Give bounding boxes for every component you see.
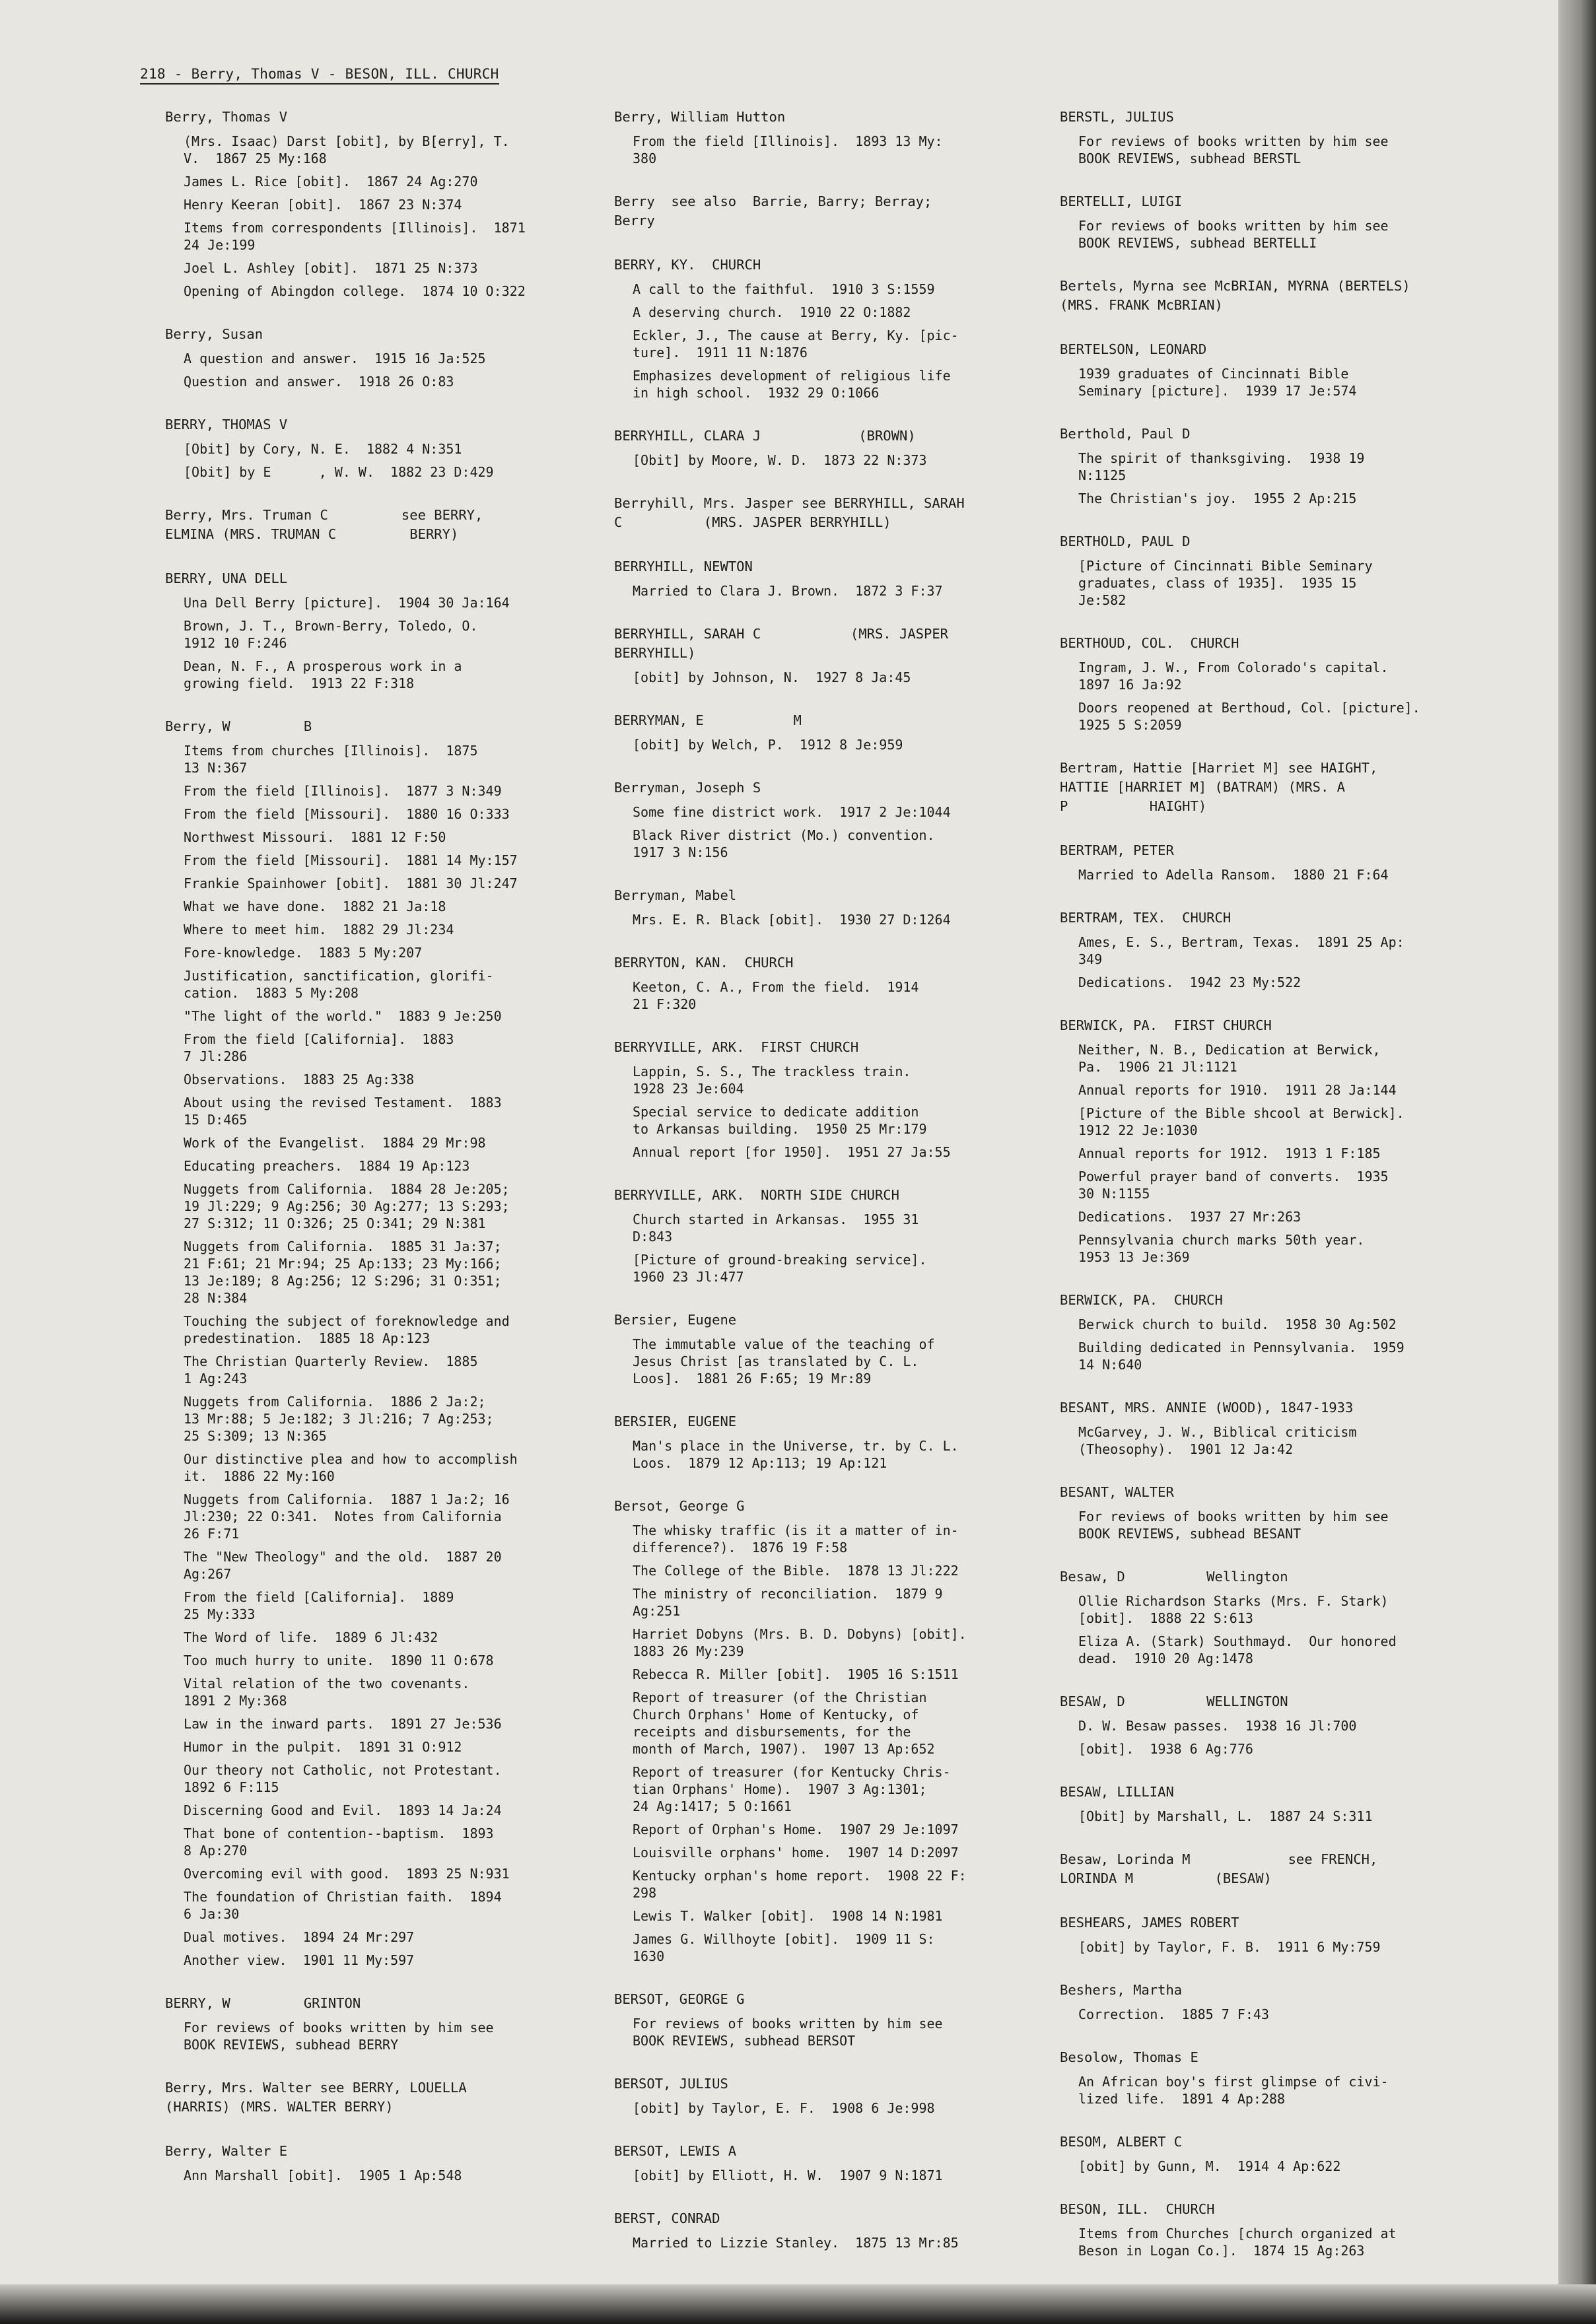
entry-citation: From the field [California]. 1883 7 Jl:286 (184, 1031, 454, 1064)
entry-citation: Overcoming evil with good. 1893 25 N:931 (184, 1866, 510, 1882)
entry-heading: BERRY, W GRINTON (165, 1995, 361, 2011)
entry-citation: For reviews of books written by him see BOOK REVIEWS, subhead BERTELLI (1078, 218, 1389, 251)
index-entry (614, 1038, 1030, 1161)
entry-citation: For reviews of books written by him see BOOK REVIEWS, subhead BERSOT (633, 2016, 943, 2049)
index-entry (614, 953, 1030, 1013)
index-entry (1060, 1981, 1476, 2023)
entry-heading: BERRYHILL, CLARA J (BROWN) (614, 428, 916, 444)
entry-citation: Married to Adella Ransom. 1880 21 F:64 (1078, 867, 1389, 883)
entry-citation: Dedications. 1937 27 Mr:263 (1078, 1209, 1301, 1225)
entry-heading: BERTHOUD, COL. CHURCH (1060, 635, 1239, 651)
entry-citation: Work of the Evangelist. 1884 29 Mr:98 (184, 1135, 486, 1151)
entry-citation: The spirit of thanksgiving. 1938 19 N:1125 (1078, 450, 1365, 483)
index-entry (614, 1990, 1030, 2049)
entry-heading: Berryman, Joseph S (614, 780, 761, 796)
entry-citation: Annual reports for 1912. 1913 1 F:185 (1078, 1145, 1381, 1161)
entry-heading: BESAW, LILLIAN (1060, 1784, 1174, 1800)
index-entry (165, 2142, 581, 2184)
entry-citation: Building dedicated in Pennsylvania. 1959 14 N:640 (1078, 1340, 1405, 1373)
entry-heading: BERTELSON, LEONARD (1060, 341, 1207, 357)
entry-citation: Louisville orphans' home. 1907 14 D:2097 (633, 1845, 959, 1861)
entry-citation: Church started in Arkansas. 1955 31 D:843 (633, 1212, 919, 1245)
index-entry (165, 2078, 581, 2117)
entry-citation: Nuggets from California. 1886 2 Ja:2; 13 Mr:88; 5 Je:182; 3 Jl:216; 7 Ag:253; 25 S:309; 13 N:365 (184, 1394, 494, 1444)
entry-citation: Report of treasurer (of the Christian Church Orphans' Home of Kentucky, of receipts and disbursements, for the month of March, 1907). 1907 13 Ap:652 (633, 1690, 935, 1757)
entry-heading: BERRYHILL, NEWTON (614, 559, 753, 574)
entry-citation: The Word of life. 1889 6 Jl:432 (184, 1629, 438, 1645)
entry-citation: James L. Rice [obit]. 1867 24 Ag:270 (184, 174, 478, 189)
entry-citation: [obit] by Johnson, N. 1927 8 Ja:45 (633, 669, 911, 685)
entry-heading: BERRYVILLE, ARK. FIRST CHURCH (614, 1039, 859, 1055)
entry-citation: James G. Willhoyte [obit]. 1909 11 S: 1630 (633, 1931, 935, 1964)
entry-citation: The whisky traffic (is it a matter of in- difference?). 1876 19 F:58 (633, 1522, 959, 1555)
index-entry (165, 415, 581, 481)
entry-citation: Question and answer. 1918 26 O:83 (184, 374, 454, 390)
entry-citation: For reviews of books written by him see BOOK REVIEWS, subhead BERRY (184, 2020, 494, 2053)
entry-citation: Some fine district work. 1917 2 Je:1044 (633, 804, 951, 820)
index-entry (165, 717, 581, 1969)
entry-citation: Powerful prayer band of converts. 1935 30 N:1155 (1078, 1169, 1389, 1202)
entry-heading: BERRYHILL, SARAH C (MRS. JASPER BERRYHILL) (614, 626, 949, 661)
index-entry (165, 506, 581, 544)
entry-citation: "The light of the world." 1883 9 Je:250 (184, 1008, 502, 1024)
index-entry (1060, 2200, 1476, 2259)
entry-citation: Married to Lizzie Stanley. 1875 13 Mr:85 (633, 2235, 959, 2251)
entry-heading: BERTRAM, PETER (1060, 842, 1174, 858)
entry-citation: Ollie Richardson Starks (Mrs. F. Stark) [obit]. 1888 22 S:613 (1078, 1593, 1389, 1626)
entry-citation: Observations. 1883 25 Ag:338 (184, 1072, 415, 1087)
entry-citation: Lewis T. Walker [obit]. 1908 14 N:1981 (633, 1908, 943, 1924)
entry-heading: BESAW, D WELLINGTON (1060, 1693, 1288, 1709)
index-column-2 (614, 108, 1030, 2276)
entry-citation: [Obit] by Cory, N. E. 1882 4 N:351 (184, 441, 462, 457)
entry-citation: Lappin, S. S., The trackless train. 1928 23 Je:604 (633, 1064, 911, 1097)
entry-citation: Doors reopened at Berthoud, Col. [picture]. 1925 5 S:2059 (1078, 700, 1420, 733)
entry-citation: Nuggets from California. 1887 1 Ja:2; 16 Jl:230; 22 O:341. Notes from California 26 F:71 (184, 1491, 510, 1542)
entry-heading: Berry see also Barrie, Barry; Berray; Berry (614, 193, 932, 228)
entry-citation: Black River district (Mo.) convention. 1917 3 N:156 (633, 827, 935, 860)
entry-heading: BERSTL, JULIUS (1060, 109, 1174, 125)
entry-citation: Humor in the pulpit. 1891 31 O:912 (184, 1739, 462, 1755)
entry-citation: Henry Keeran [obit]. 1867 23 N:374 (184, 197, 462, 213)
entry-heading: Besaw, Lorinda M see FRENCH, LORINDA M (BESAW) (1060, 1851, 1378, 1886)
entry-heading: Besaw, D Wellington (1060, 1569, 1288, 1585)
entry-citation: Brown, J. T., Brown-Berry, Toledo, O. 1912 10 F:246 (184, 618, 478, 651)
entry-heading: Bertram, Hattie [Harriet M] see HAIGHT, HATTIE [HARRIET M] (BATRAM) (MRS. A P HAIGHT) (1060, 760, 1378, 814)
entry-citation: Touching the subject of foreknowledge and predestination. 1885 18 Ap:123 (184, 1313, 510, 1346)
entry-citation: From the field [Illinois]. 1893 13 My: 380 (633, 133, 943, 166)
entry-heading: Besolow, Thomas E (1060, 2049, 1198, 2065)
index-entry (165, 1994, 581, 2053)
entry-heading: BERRY, KY. CHURCH (614, 257, 761, 273)
entry-citation: [Picture of ground-breaking service]. 1960 23 Jl:477 (633, 1252, 927, 1285)
entry-citation: The Christian's joy. 1955 2 Ap:215 (1078, 491, 1357, 506)
entry-citation: That bone of contention--baptism. 1893 8 Ap:270 (184, 1826, 494, 1859)
entry-citation: Where to meet him. 1882 29 Jl:234 (184, 922, 454, 938)
index-entry (1060, 2133, 1476, 2175)
entry-citation: From the field [Illinois]. 1877 3 N:349 (184, 783, 502, 799)
entry-citation: McGarvey, J. W., Biblical criticism (Theosophy). 1901 12 Ja:42 (1078, 1424, 1357, 1457)
index-entry (614, 778, 1030, 861)
entry-citation: Harriet Dobyns (Mrs. B. D. Dobyns) [obit]. 1883 26 My:239 (633, 1626, 967, 1659)
entry-citation: Ames, E. S., Bertram, Texas. 1891 25 Ap: 349 (1078, 934, 1405, 967)
entry-citation: [obit] by Taylor, F. B. 1911 6 My:759 (1078, 1939, 1381, 1955)
entry-heading: BERSOT, GEORGE G (614, 1991, 745, 2007)
entry-citation: Items from correspondents [Illinois]. 1871 24 Je:199 (184, 220, 526, 253)
entry-heading: Berryman, Mabel (614, 887, 737, 903)
index-entry (1060, 908, 1476, 991)
entry-heading: BERRY, THOMAS V (165, 417, 288, 432)
entry-heading: BERWICK, PA. CHURCH (1060, 1292, 1223, 1308)
index-entry (1060, 1913, 1476, 1956)
entry-citation: (Mrs. Isaac) Darst [obit], by B[erry], T. V. 1867 25 My:168 (184, 133, 510, 166)
entry-heading: BERTHOLD, PAUL D (1060, 533, 1191, 549)
entry-citation: The foundation of Christian faith. 1894 6 Ja:30 (184, 1889, 502, 1922)
entry-citation: The ministry of reconciliation. 1879 9 Ag:251 (633, 1586, 943, 1619)
entry-citation: Too much hurry to unite. 1890 11 O:678 (184, 1653, 494, 1668)
page-bottom-edge (0, 2284, 1596, 2324)
entry-citation: From the field [Missouri]. 1881 14 My:157 (184, 852, 518, 868)
entry-citation: Annual reports for 1910. 1911 28 Ja:144 (1078, 1082, 1397, 1098)
entry-citation: Married to Clara J. Brown. 1872 3 F:37 (633, 583, 943, 599)
index-entry (1060, 2048, 1476, 2107)
entry-citation: [Obit] by Marshall, L. 1887 24 S:311 (1078, 1808, 1373, 1824)
entry-citation: [obit] by Elliott, H. W. 1907 9 N:1871 (633, 2168, 943, 2183)
entry-heading: BERRY, UNA DELL (165, 570, 288, 586)
entry-heading: BESANT, WALTER (1060, 1484, 1174, 1500)
entry-citation: The College of the Bible. 1878 13 Jl:222 (633, 1563, 959, 1579)
entry-citation: Special service to dedicate addition to Arkansas building. 1950 25 Mr:179 (633, 1104, 927, 1137)
index-entry (614, 1311, 1030, 1387)
entry-citation: Man's place in the Universe, tr. by C. L. Loos. 1879 12 Ap:113; 19 Ap:121 (633, 1438, 959, 1471)
index-entry (614, 557, 1030, 599)
entry-heading: Beshers, Martha (1060, 1982, 1183, 1998)
index-entry (1060, 425, 1476, 507)
entry-citation: Mrs. E. R. Black [obit]. 1930 27 D:1264 (633, 912, 951, 928)
index-entry (1060, 192, 1476, 252)
running-head: 218 - Berry, Thomas V - BESON, ILL. CHURCH (140, 66, 499, 85)
entry-citation: An African boy's first glimpse of civi- lized life. 1891 4 Ap:288 (1078, 2074, 1389, 2107)
entry-citation: Neither, N. B., Dedication at Berwick, Pa. 1906 21 Jl:1121 (1078, 1042, 1381, 1075)
entry-citation: What we have done. 1882 21 Ja:18 (184, 899, 446, 914)
index-entry (1060, 340, 1476, 399)
entry-citation: Rebecca R. Miller [obit]. 1905 16 S:1511 (633, 1666, 959, 1682)
index-entry (614, 108, 1030, 167)
entry-heading: Berry, W B (165, 718, 312, 734)
entry-citation: Frankie Spainhower [obit]. 1881 30 Jl:247 (184, 875, 518, 891)
entry-citation: A question and answer. 1915 16 Ja:525 (184, 351, 486, 366)
entry-citation: Another view. 1901 11 My:597 (184, 1952, 415, 1968)
index-entry (1060, 841, 1476, 883)
entry-heading: BERSOT, JULIUS (614, 2076, 728, 2092)
index-entry (614, 2074, 1030, 2117)
entry-citation: [Obit] by E , W. W. 1882 23 D:429 (184, 464, 494, 480)
entry-heading: BESOM, ALBERT C (1060, 2134, 1183, 2150)
entry-citation: Correction. 1885 7 F:43 (1078, 2006, 1269, 2022)
entry-heading: Berry, William Hutton (614, 109, 786, 125)
entry-heading: BERSIER, EUGENE (614, 1414, 737, 1429)
entry-citation: [Picture of Cincinnati Bible Seminary graduates, class of 1935]. 1935 15 Je:582 (1078, 558, 1373, 608)
entry-citation: A deserving church. 1910 22 O:1882 (633, 304, 911, 320)
entry-citation: Dean, N. F., A prosperous work in a growing field. 1913 22 F:318 (184, 658, 462, 691)
entry-heading: BESHEARS, JAMES ROBERT (1060, 1915, 1239, 1931)
entry-citation: Dual motives. 1894 24 Mr:297 (184, 1929, 415, 1945)
index-entry (1060, 1291, 1476, 1373)
entry-heading: BERRYVILLE, ARK. NORTH SIDE CHURCH (614, 1187, 899, 1203)
entry-heading: Berry, Mrs. Truman C see BERRY, ELMINA (MRS. TRUMAN C BERRY) (165, 507, 483, 542)
entry-citation: Dedications. 1942 23 My:522 (1078, 974, 1301, 990)
entry-citation: Our distinctive plea and how to accomplish it. 1886 22 My:160 (184, 1451, 518, 1484)
entry-citation: Nuggets from California. 1884 28 Je:205; 19 Jl:229; 9 Ag:256; 30 Ag:277; 13 S:293; 27 S:312; 11 O:326; 25 O:341; 29 N:381 (184, 1181, 510, 1231)
index-entry (1060, 1692, 1476, 1758)
index-entry (165, 325, 581, 390)
entry-citation: 1939 graduates of Cincinnati Bible Seminary [picture]. 1939 17 Je:574 (1078, 366, 1357, 399)
index-entry (1060, 1850, 1476, 1888)
entry-heading: Bertels, Myrna see McBRIAN, MYRNA (BERTELS) (MRS. FRANK McBRIAN) (1060, 278, 1410, 313)
entry-citation: Report of Orphan's Home. 1907 29 Je:1097 (633, 1822, 959, 1837)
index-entry (165, 108, 581, 300)
entry-heading: Berry, Susan (165, 326, 263, 342)
entry-citation: [Picture of the Bible shcool at Berwick]. 1912 22 Je:1030 (1078, 1105, 1405, 1138)
entry-citation: Kentucky orphan's home report. 1908 22 F: 298 (633, 1868, 967, 1901)
index-column-1 (165, 108, 581, 2209)
entry-heading: Berry, Mrs. Walter see BERRY, LOUELLA (HARRIS) (MRS. WALTER BERRY) (165, 2080, 467, 2115)
entry-citation: Ann Marshall [obit]. 1905 1 Ap:548 (184, 2168, 462, 2183)
index-entry (614, 256, 1030, 401)
entry-citation: A call to the faithful. 1910 3 S:1559 (633, 281, 935, 297)
entry-citation: [obit] by Welch, P. 1912 8 Je:959 (633, 737, 903, 753)
entry-citation: The immutable value of the teaching of Jesus Christ [as translated by C. L. Loos]. 1881 26 F:65; 19 Mr:89 (633, 1336, 935, 1386)
entry-heading: BESON, ILL. CHURCH (1060, 2201, 1215, 2217)
entry-heading: Bersier, Eugene (614, 1312, 737, 1328)
entry-heading: Berryhill, Mrs. Jasper see BERRYHILL, SARAH C (MRS. JASPER BERRYHILL) (614, 495, 965, 530)
index-entry (1060, 634, 1476, 734)
entry-heading: Berthold, Paul D (1060, 426, 1191, 442)
entry-citation: Items from churches [Illinois]. 1875 13 N:367 (184, 743, 478, 776)
entry-citation: Justification, sanctification, glorifi- cation. 1883 5 My:208 (184, 968, 494, 1001)
index-entry (1060, 108, 1476, 167)
index-entry (1060, 1567, 1476, 1667)
index-entry (614, 1186, 1030, 1285)
index-column-3 (1060, 108, 1476, 2284)
index-entry (614, 625, 1030, 686)
index-entry (614, 427, 1030, 469)
entry-citation: Una Dell Berry [picture]. 1904 30 Ja:164 (184, 595, 510, 611)
index-entry (614, 192, 1030, 230)
entry-citation: Eckler, J., The cause at Berry, Ky. [pic- ture]. 1911 11 N:1876 (633, 327, 959, 360)
index-entry (614, 494, 1030, 532)
entry-citation: Opening of Abingdon college. 1874 10 O:322 (184, 283, 526, 299)
entry-citation: [obit] by Taylor, E. F. 1908 6 Je:998 (633, 2100, 935, 2116)
entry-citation: For reviews of books written by him see BOOK REVIEWS, subhead BERSTL (1078, 133, 1389, 166)
index-entry (614, 886, 1030, 928)
entry-citation: Berwick church to build. 1958 30 Ag:502 (1078, 1316, 1397, 1332)
entry-citation: For reviews of books written by him see BOOK REVIEWS, subhead BESANT (1078, 1509, 1389, 1542)
entry-heading: Bersot, George G (614, 1498, 745, 1514)
book-spine-shadow (1558, 0, 1596, 2324)
entry-heading: Berry, Walter E (165, 2143, 288, 2159)
index-entry (614, 1412, 1030, 1472)
entry-citation: Vital relation of the two covenants. 1891 2 My:368 (184, 1676, 470, 1709)
entry-citation: Joel L. Ashley [obit]. 1871 25 N:373 (184, 260, 478, 276)
index-entry (614, 2142, 1030, 2184)
entry-heading: BERWICK, PA. FIRST CHURCH (1060, 1017, 1272, 1033)
entry-citation: Report of treasurer (for Kentucky Chris- tian Orphans' Home). 1907 3 Ag:1301; 24 Ag:1417; 5 O:1661 (633, 1764, 951, 1814)
entry-citation: [obit] by Gunn, M. 1914 4 Ap:622 (1078, 2158, 1341, 2174)
entry-citation: [obit]. 1938 6 Ag:776 (1078, 1741, 1253, 1757)
index-entry (614, 711, 1030, 753)
index-entry (165, 569, 581, 692)
entry-citation: Eliza A. (Stark) Southmayd. Our honored dead. 1910 20 Ag:1478 (1078, 1633, 1397, 1666)
entry-heading: BERTRAM, TEX. CHURCH (1060, 910, 1232, 926)
entry-citation: Law in the inward parts. 1891 27 Je:536 (184, 1716, 502, 1732)
index-entry (1060, 1783, 1476, 1825)
index-entry (614, 2209, 1030, 2251)
entry-citation: From the field [Missouri]. 1880 16 O:333 (184, 806, 510, 822)
entry-citation: The "New Theology" and the old. 1887 20 Ag:267 (184, 1549, 502, 1582)
entry-citation: Ingram, J. W., From Colorado's capital. 1897 16 Ja:92 (1078, 660, 1389, 693)
entry-citation: Nuggets from California. 1885 31 Ja:37; 21 F:61; 21 Mr:94; 25 Ap:133; 23 My:166; 13 Je:189; 8 Ag:256; 12 S:296; 31 O:351; 28 N:384 (184, 1239, 502, 1306)
entry-citation: From the field [California]. 1889 25 My:333 (184, 1589, 454, 1622)
entry-citation: Annual report [for 1950]. 1951 27 Ja:55 (633, 1144, 951, 1160)
entry-citation: About using the revised Testament. 1883 15 D:465 (184, 1095, 502, 1128)
entry-citation: The Christian Quarterly Review. 1885 1 Ag:243 (184, 1353, 478, 1386)
entry-citation: Northwest Missouri. 1881 12 F:50 (184, 829, 446, 845)
entry-heading: BESANT, MRS. ANNIE (WOOD), 1847-1933 (1060, 1400, 1354, 1416)
index-entry (614, 1497, 1030, 1965)
entry-heading: Berry, Thomas V (165, 109, 288, 125)
entry-heading: BERRYTON, KAN. CHURCH (614, 955, 794, 971)
index-entry (1060, 1016, 1476, 1266)
index-entry (1060, 759, 1476, 816)
index-entry (1060, 1483, 1476, 1542)
entry-citation: [Obit] by Moore, W. D. 1873 22 N:373 (633, 452, 927, 468)
entry-citation: Educating preachers. 1884 19 Ap:123 (184, 1158, 470, 1174)
entry-citation: Pennsylvania church marks 50th year. 1953 13 Je:369 (1078, 1232, 1365, 1265)
entry-citation: Discerning Good and Evil. 1893 14 Ja:24 (184, 1802, 502, 1818)
entry-citation: Items from Churches [church organized at Beson in Logan Co.]. 1874 15 Ag:263 (1078, 2226, 1397, 2259)
entry-heading: BERSOT, LEWIS A (614, 2143, 737, 2159)
entry-heading: BERST, CONRAD (614, 2210, 720, 2226)
entry-citation: Fore-knowledge. 1883 5 My:207 (184, 945, 423, 961)
entry-citation: Our theory not Catholic, not Protestant. 1892 6 F:115 (184, 1762, 502, 1795)
index-entry (1060, 277, 1476, 315)
entry-heading: BERTELLI, LUIGI (1060, 193, 1183, 209)
index-entry (1060, 532, 1476, 609)
index-entry (1060, 1398, 1476, 1458)
entry-heading: BERRYMAN, E M (614, 712, 802, 728)
entry-citation: Keeton, C. A., From the field. 1914 21 F:320 (633, 979, 919, 1012)
entry-citation: Emphasizes development of religious life in high school. 1932 29 O:1066 (633, 368, 951, 401)
entry-citation: D. W. Besaw passes. 1938 16 Jl:700 (1078, 1718, 1357, 1734)
